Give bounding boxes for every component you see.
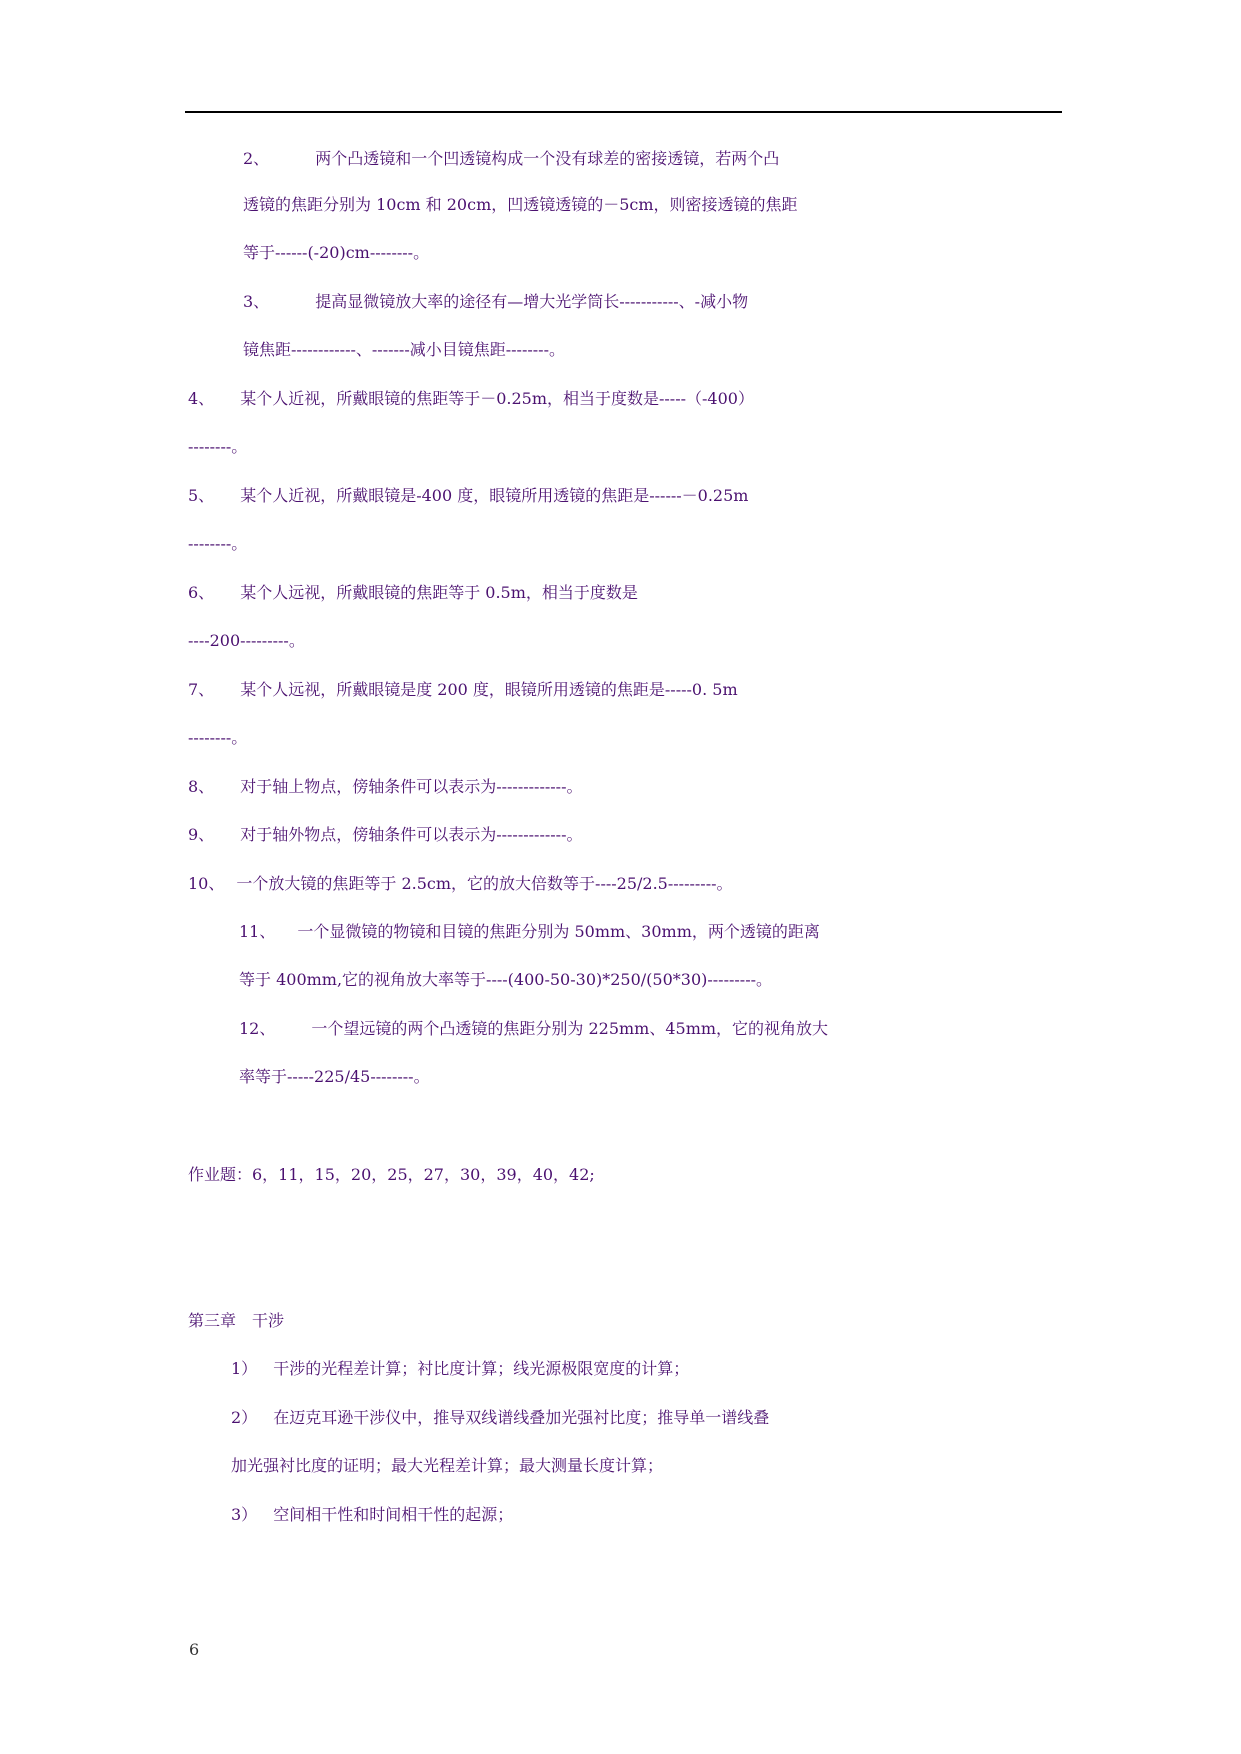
homework-line: 作业题：6，11，15，20，25，27，30，39，40，42; bbox=[188, 1165, 595, 1184]
q3-line-1 bbox=[243, 287, 748, 317]
q6-number: 6、 bbox=[188, 583, 215, 602]
q6-line-1 bbox=[188, 578, 638, 608]
q4-number: 4、 bbox=[188, 389, 215, 408]
q10-text-1: 一个放大镜的焦距等于 2.5cm，它的放大倍数等于----25/2.5---------。 bbox=[236, 874, 733, 893]
q7-line-2: --------。 bbox=[188, 728, 248, 747]
q2-text-1: 两个凸透镜和一个凹透镜构成一个没有球差的密接透镜，若两个凸 bbox=[315, 149, 780, 168]
topic1-text-1: 干涉的光程差计算；衬比度计算；线光源极限宽度的计算； bbox=[273, 1359, 690, 1378]
q6-text-1: 某个人远视，所戴眼镜的焦距等于 0.5m，相当于度数是 bbox=[240, 583, 638, 602]
q4-line-2: --------。 bbox=[188, 437, 248, 456]
q2-number: 2、 bbox=[243, 149, 270, 168]
q11-line-1 bbox=[239, 917, 820, 947]
q9-line-1 bbox=[188, 820, 582, 850]
q6-line-2: ----200---------。 bbox=[188, 631, 305, 650]
q5-number: 5、 bbox=[188, 486, 215, 505]
q12-text-1: 一个望远镜的两个凸透镜的焦距分别为 225mm、45mm，它的视角放大 bbox=[311, 1019, 829, 1038]
q9-text-1: 对于轴外物点，傍轴条件可以表示为-------------。 bbox=[240, 825, 583, 844]
q2-line-1 bbox=[243, 144, 779, 174]
q5-text-1: 某个人近视，所戴眼镜是-400 度，眼镜所用透镜的焦距是------－0.25m bbox=[240, 486, 749, 505]
q2-line-2: 透镜的焦距分别为 10cm 和 20cm，凹透镜透镜的－5cm，则密接透镜的焦距 bbox=[243, 195, 798, 214]
q11-line-2: 等于 400mm,它的视角放大率等于----(400-50-30)*250/(50*30)---------。 bbox=[239, 970, 773, 989]
q7-line-1 bbox=[188, 675, 738, 705]
q4-line-1 bbox=[188, 384, 754, 414]
topic1-number: 1） bbox=[231, 1359, 258, 1378]
q2-line-3: 等于------(-20)cm--------。 bbox=[243, 243, 430, 262]
q8-line-1 bbox=[188, 772, 582, 802]
q3-text-1: 提高显微镜放大率的途径有—增大光学筒长-----------、-减小物 bbox=[315, 292, 749, 311]
q3-line-2: 镜焦距------------、-------减小目镜焦距--------。 bbox=[243, 340, 565, 359]
topic3-text-1: 空间相干性和时间相干性的起源； bbox=[273, 1505, 514, 1524]
q4-text-1: 某个人近视，所戴眼镜的焦距等于－0.25m，相当于度数是-----（-400） bbox=[240, 389, 754, 408]
q7-number: 7、 bbox=[188, 680, 215, 699]
chapter-heading: 第三章 干涉 bbox=[188, 1311, 285, 1330]
q5-line-1 bbox=[188, 481, 748, 511]
q8-text-1: 对于轴上物点，傍轴条件可以表示为-------------。 bbox=[240, 777, 583, 796]
q10-line-1 bbox=[188, 869, 733, 899]
header-rule bbox=[185, 111, 1062, 113]
q12-line-1 bbox=[239, 1014, 828, 1044]
q8-number: 8、 bbox=[188, 777, 215, 796]
q12-number: 12、 bbox=[239, 1019, 276, 1038]
topic1-line-1 bbox=[231, 1354, 689, 1384]
page-number: 6 bbox=[189, 1640, 200, 1659]
topic2-number: 2） bbox=[231, 1408, 258, 1427]
topic2-line-1 bbox=[231, 1403, 769, 1433]
q9-number: 9、 bbox=[188, 825, 215, 844]
q7-text-1: 某个人远视，所戴眼镜是度 200 度，眼镜所用透镜的焦距是-----0. 5m bbox=[240, 680, 738, 699]
topic3-line-1 bbox=[231, 1500, 513, 1530]
q3-number: 3、 bbox=[243, 292, 270, 311]
q5-line-2: --------。 bbox=[188, 534, 248, 553]
q12-line-2: 率等于-----225/45--------。 bbox=[239, 1067, 430, 1086]
q11-text-1: 一个显微镜的物镜和目镜的焦距分别为 50mm、30mm，两个透镜的距离 bbox=[297, 922, 820, 941]
q11-number: 11、 bbox=[239, 922, 276, 941]
topic2-text-1: 在迈克耳逊干涉仪中，推导双线谱线叠加光强衬比度；推导单一谱线叠 bbox=[273, 1408, 770, 1427]
topic2-line-2: 加光强衬比度的证明；最大光程差计算；最大测量长度计算； bbox=[231, 1456, 664, 1475]
topic3-number: 3） bbox=[231, 1505, 258, 1524]
q10-number: 10、 bbox=[188, 874, 225, 893]
